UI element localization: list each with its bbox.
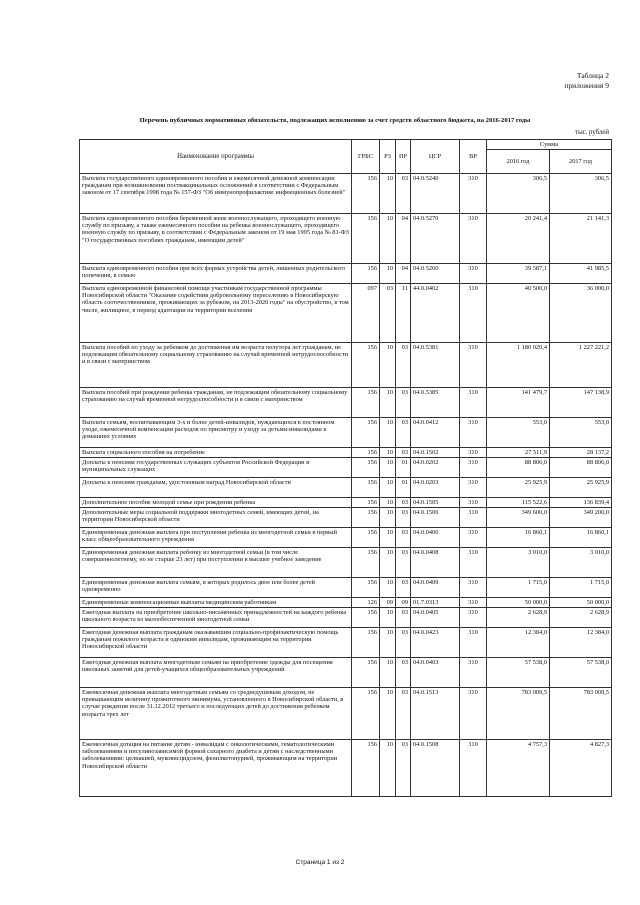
column-header-name: Наименование программы (80, 140, 352, 174)
row-grbs: 156 (352, 343, 380, 388)
row-rz: 10 (380, 343, 396, 388)
row-amount-2017: 21 141,3 (550, 214, 612, 264)
row-name: Ежегодная выплата на приобретение школьно-письменных принадлежностей на каждого ребенка школьного возраста из малообеспеченной многодетной семьи (80, 608, 352, 628)
column-header-2016: 2016 год (487, 150, 550, 174)
row-rz: 10 (380, 214, 396, 264)
table-row (80, 284, 612, 343)
row-grbs: 156 (352, 214, 380, 264)
row-name: Выплата единовременного пособия при всех формах устройства детей, лишенных родительского попечения, в семью (80, 264, 352, 284)
row-grbs: 156 (352, 578, 380, 598)
row-csr: 04.0.0408 (411, 548, 460, 578)
row-amount-2017: 1 227 221,2 (550, 343, 612, 388)
row-rz: 10 (380, 498, 396, 508)
table-row (80, 214, 612, 264)
row-amount-2016: 27 511,9 (487, 448, 550, 458)
row-rz: 10 (380, 548, 396, 578)
row-name: Выплата пособий при рождении ребенка гражданам, не подлежащим обязательному социальному страхованию на случай временной нетрудоспособности и в связи с материнством (80, 388, 352, 418)
table-row (80, 498, 612, 508)
row-vr: 310 (460, 264, 487, 284)
table-row (80, 418, 612, 448)
table-body (80, 174, 612, 797)
row-name: Выплата семьям, воспитывающим 3-х и более детей-инвалидов, нуждающихся в постоянном уходе, ежемесячной компенсации расходов по присмотру и уходу за детьми-инвалидами в домашних условиях (80, 418, 352, 448)
row-amount-2016: 3 010,0 (487, 548, 550, 578)
row-grbs: 156 (352, 174, 380, 214)
document-title: Перечень публичных нормативных обязательств, подлежащих исполнению за счет средств областного бюджета, на 2016-2017 годы (139, 117, 531, 124)
row-grbs: 156 (352, 458, 380, 478)
row-name: Единовременные компенсационные выплаты медицинским работникам (80, 598, 352, 608)
row-csr: 04.0.5385 (411, 388, 460, 418)
table-row (80, 458, 612, 478)
row-rz: 10 (380, 578, 396, 598)
row-grbs: 156 (352, 448, 380, 458)
table-row (80, 343, 612, 388)
row-vr: 310 (460, 508, 487, 528)
row-amount-2016: 4 757,3 (487, 740, 550, 797)
row-name: Единовременная денежная выплата при поступлении ребенка из многодетной семьи в первый класс общеобразовательного учреждения (80, 528, 352, 548)
row-pr: 03 (396, 498, 411, 508)
row-amount-2017: 4 827,3 (550, 740, 612, 797)
row-grbs: 156 (352, 498, 380, 508)
row-name: Ежемесячная дотация на питание детям - инвалидам с онкологическими, гематологическими заболеваниями и инсулинозависимой формой сахарного диабета и детям с наследственными заболеваниями: целиакией, муковисцидозом, фенилкетонурией, проживающим на территории Новосибирской области (80, 740, 352, 797)
row-grbs: 156 (352, 478, 380, 498)
row-amount-2017: 36 000,0 (550, 284, 612, 343)
row-vr: 310 (460, 448, 487, 458)
row-csr: 04.0.1506 (411, 508, 460, 528)
row-name: Дополнительное пособие молодой семье при рождении ребенка (80, 498, 352, 508)
row-amount-2017: 147 138,9 (550, 388, 612, 418)
table-row (80, 608, 612, 628)
row-pr: 01 (396, 478, 411, 498)
row-amount-2017: 553,0 (550, 418, 612, 448)
column-header-rz: РЗ (380, 140, 396, 174)
row-amount-2017: 3 010,0 (550, 548, 612, 578)
row-pr: 03 (396, 528, 411, 548)
row-grbs: 156 (352, 418, 380, 448)
row-pr: 04 (396, 264, 411, 284)
table-row (80, 528, 612, 548)
row-pr: 03 (396, 628, 411, 658)
row-rz: 10 (380, 658, 396, 688)
row-amount-2016: 88 806,0 (487, 458, 550, 478)
row-vr: 310 (460, 578, 487, 598)
row-csr: 44.0.0402 (411, 284, 460, 343)
row-rz: 10 (380, 418, 396, 448)
row-name: Ежегодная денежная выплата многодетным семьям на приобретение одежды для посещения школьных занятий для детей-учащихся общеобразовательных учреждений (80, 658, 352, 688)
row-rz: 10 (380, 688, 396, 740)
row-name: Дополнительные меры социальной поддержки многодетных семей, имеющих детей, на территории Новосибирской области (80, 508, 352, 528)
table-row (80, 478, 612, 498)
row-rz: 03 (380, 284, 396, 343)
row-name: Ежемесячная денежная выплата многодетным семьям со среднедушевым доходом, не превышающим величину прожиточного минимума, установленного в Новосибирской области, в случае рождения после 31.12.2012 третьего и последующих детей до достижения ребенком возраста трех лет (80, 688, 352, 740)
row-rz: 10 (380, 628, 396, 658)
row-grbs: 156 (352, 548, 380, 578)
row-amount-2016: 40 500,0 (487, 284, 550, 343)
row-amount-2017: 306,5 (550, 174, 612, 214)
row-pr: 03 (396, 418, 411, 448)
row-csr: 04.0.0406 (411, 528, 460, 548)
row-pr: 03 (396, 548, 411, 578)
table-number: Таблица 2 (576, 71, 609, 80)
row-name: Выплата единовременного пособия беременной жене военнослужащего, проходящего военную службу по призыву, а также ежемесячного пособия на ребенка военнослужащего, проходящего военную службу по призыву, в соответствии с Федеральным законом от 19 мая 1995 года № 81-ФЗ "О государственных пособиях гражданам, имеющим детей" (80, 214, 352, 264)
row-amount-2016: 115 522,6 (487, 498, 550, 508)
page-footer: Страница 1 из 2 (295, 859, 345, 866)
row-vr: 310 (460, 658, 487, 688)
page-header (409, 71, 609, 90)
row-csr: 04.0.0405 (411, 608, 460, 628)
row-vr: 310 (460, 284, 487, 343)
row-pr: 03 (396, 740, 411, 797)
row-grbs: 156 (352, 608, 380, 628)
row-amount-2016: 50 000,0 (487, 598, 550, 608)
row-csr: 04.0.1513 (411, 688, 460, 740)
row-vr: 310 (460, 608, 487, 628)
row-amount-2016: 20 241,4 (487, 214, 550, 264)
row-csr: 04.0.0202 (411, 458, 460, 478)
row-csr: 01.7.0313 (411, 598, 460, 608)
table-row (80, 508, 612, 528)
row-grbs: 156 (352, 628, 380, 658)
row-amount-2017: 2 628,9 (550, 608, 612, 628)
row-pr: 03 (396, 608, 411, 628)
row-csr: 04.0.1505 (411, 498, 460, 508)
row-amount-2016: 16 860,1 (487, 528, 550, 548)
row-name: Единовременная денежная выплата ребенку из многодетной семьи (в том числе совершеннолетнему, но не старше 23 лет) при поступлении в высшее учебное заведение (80, 548, 352, 578)
row-name: Выплата единовременной финансовой помощи участникам государственной программы Новосибирской области "Оказание содействия добровольному переселению в Новосибирскую область соотечественников, проживающих за рубежом, на 2013-2020 годы" на обустройство, в том числе, жилищное, в период адаптации на территории вселения (80, 284, 352, 343)
row-vr: 310 (460, 498, 487, 508)
row-csr: 04.0.0423 (411, 628, 460, 658)
row-amount-2016: 39 587,1 (487, 264, 550, 284)
row-amount-2017: 57 538,0 (550, 658, 612, 688)
row-name: Доплаты к пенсиям гражданам, удостоенным наград Новосибирской области (80, 478, 352, 498)
row-name: Единовременная денежная выплата семьям, в которых родилось двое или более детей одновременно (80, 578, 352, 598)
row-pr: 03 (396, 448, 411, 458)
row-amount-2016: 57 538,0 (487, 658, 550, 688)
table-row (80, 388, 612, 418)
row-rz: 10 (380, 608, 396, 628)
row-amount-2016: 306,5 (487, 174, 550, 214)
column-header-grbs: ГРБС (352, 140, 380, 174)
row-pr: 03 (396, 688, 411, 740)
row-csr: 04.0.0403 (411, 658, 460, 688)
row-amount-2017: 349 200,0 (550, 508, 612, 528)
row-vr: 310 (460, 688, 487, 740)
row-csr: 04.0.0203 (411, 478, 460, 498)
row-pr: 09 (396, 598, 411, 608)
row-csr: 04.0.0409 (411, 578, 460, 598)
row-grbs: 156 (352, 740, 380, 797)
appendix-label: приложения 9 (564, 80, 609, 90)
column-header-pr: ПР (396, 140, 411, 174)
row-amount-2017: 28 137,2 (550, 448, 612, 458)
table-row (80, 174, 612, 214)
row-pr: 11 (396, 284, 411, 343)
table-row (80, 548, 612, 578)
row-pr: 03 (396, 658, 411, 688)
row-rz: 10 (380, 478, 396, 498)
row-pr: 03 (396, 508, 411, 528)
row-pr: 04 (396, 214, 411, 264)
row-grbs: 156 (352, 508, 380, 528)
row-amount-2017: 41 985,5 (550, 264, 612, 284)
table-row (80, 448, 612, 458)
table-row (80, 688, 612, 740)
row-pr: 03 (396, 343, 411, 388)
row-amount-2017: 16 860,1 (550, 528, 612, 548)
row-amount-2016: 25 925,9 (487, 478, 550, 498)
row-grbs: 156 (352, 388, 380, 418)
obligations-table (79, 139, 612, 797)
row-vr: 310 (460, 740, 487, 797)
row-amount-2017: 1 715,0 (550, 578, 612, 598)
row-amount-2016: 783 009,5 (487, 688, 550, 740)
row-amount-2016: 12 384,0 (487, 628, 550, 658)
row-vr: 310 (460, 174, 487, 214)
row-amount-2017: 25 925,9 (550, 478, 612, 498)
row-vr: 310 (460, 343, 487, 388)
row-amount-2017: 88 806,0 (550, 458, 612, 478)
row-vr: 310 (460, 458, 487, 478)
row-csr: 04.0.5381 (411, 343, 460, 388)
row-amount-2017: 50 000,0 (550, 598, 612, 608)
row-rz: 10 (380, 508, 396, 528)
table-row (80, 740, 612, 797)
row-grbs: 156 (352, 688, 380, 740)
row-vr: 310 (460, 478, 487, 498)
column-header-sum: Сумма (487, 140, 612, 150)
row-rz: 10 (380, 448, 396, 458)
row-csr: 04.0.5270 (411, 214, 460, 264)
row-amount-2017: 136 839,4 (550, 498, 612, 508)
row-grbs: 156 (352, 658, 380, 688)
row-rz: 09 (380, 598, 396, 608)
row-rz: 10 (380, 528, 396, 548)
row-rz: 10 (380, 174, 396, 214)
row-amount-2016: 349 600,0 (487, 508, 550, 528)
row-amount-2016: 553,0 (487, 418, 550, 448)
units-label: тыс. рублей (575, 129, 609, 136)
row-csr: 04.0.1508 (411, 740, 460, 797)
row-rz: 10 (380, 388, 396, 418)
row-grbs: 126 (352, 598, 380, 608)
row-name: Выплата государственного единовременного пособия и ежемесячной денежной компенсации гражданам при возникновении поствакцинальных осложнений в соответствии с Федеральным законом от 17 сентября 1998 года № 157-ФЗ "Об иммунопрофилактике инфекционных болезней" (80, 174, 352, 214)
row-amount-2016: 2 628,9 (487, 608, 550, 628)
row-amount-2017: 783 009,5 (550, 688, 612, 740)
column-header-vr: ВР (460, 140, 487, 174)
row-vr: 310 (460, 628, 487, 658)
row-amount-2016: 141 479,7 (487, 388, 550, 418)
row-amount-2016: 1 180 020,4 (487, 343, 550, 388)
row-grbs: 156 (352, 528, 380, 548)
row-pr: 03 (396, 578, 411, 598)
row-rz: 10 (380, 264, 396, 284)
row-csr: 04.0.0412 (411, 418, 460, 448)
row-vr: 310 (460, 388, 487, 418)
row-grbs: 097 (352, 284, 380, 343)
row-pr: 03 (396, 174, 411, 214)
row-name: Выплата социального пособия на погребение (80, 448, 352, 458)
row-vr: 310 (460, 418, 487, 448)
row-csr: 04.0.5260 (411, 264, 460, 284)
table-row (80, 658, 612, 688)
row-vr: 310 (460, 214, 487, 264)
table-row (80, 628, 612, 658)
row-pr: 01 (396, 458, 411, 478)
row-name: Ежегодная денежная выплата гражданам оказывавшим социально-профилактическую помощь гражданам пожилого возраста и одиноким инвалидам, проживающим на территории Новосибирской области (80, 628, 352, 658)
table-row (80, 264, 612, 284)
row-vr: 310 (460, 528, 487, 548)
row-grbs: 156 (352, 264, 380, 284)
table-row (80, 578, 612, 598)
row-amount-2017: 12 384,0 (550, 628, 612, 658)
row-rz: 10 (380, 740, 396, 797)
row-amount-2016: 1 715,0 (487, 578, 550, 598)
column-header-csr: ЦСР (411, 140, 460, 174)
row-vr: 310 (460, 598, 487, 608)
row-pr: 03 (396, 388, 411, 418)
row-rz: 10 (380, 458, 396, 478)
row-name: Выплата пособий по уходу за ребенком до достижения им возраста полутора лет гражданам, не подлежащим обязательному социальному страхованию на случай временной нетрудоспособности и в связи с материнством (80, 343, 352, 388)
row-vr: 310 (460, 548, 487, 578)
column-header-2017: 2017 год (550, 150, 612, 174)
table-row (80, 598, 612, 608)
row-name: Доплаты к пенсиям государственных служащих субъектов Российской Федерации и муниципальных служащих (80, 458, 352, 478)
row-csr: 04.0.5240 (411, 174, 460, 214)
row-csr: 04.0.1502 (411, 448, 460, 458)
